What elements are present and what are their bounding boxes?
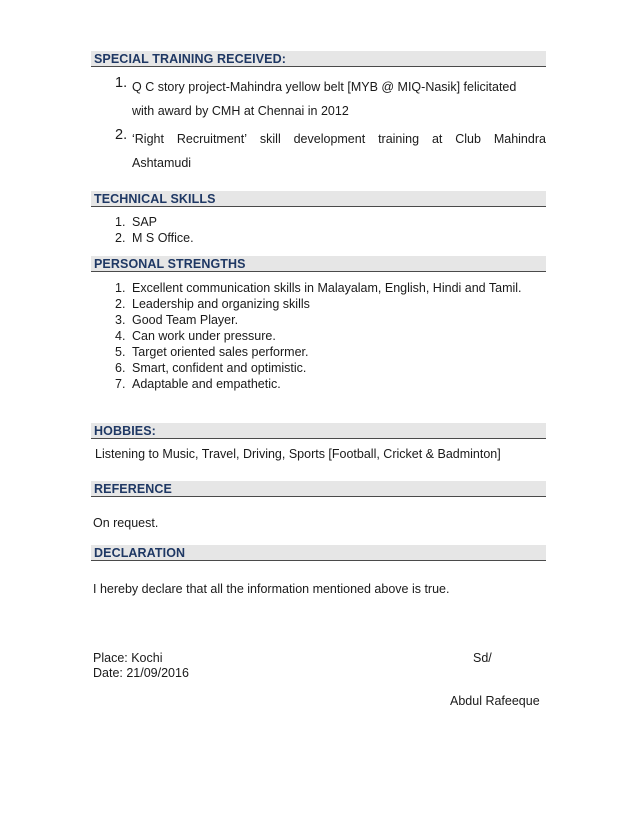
item-text: M S Office. xyxy=(132,231,194,245)
item-text-line: with award by CMH at Chennai in 2012 xyxy=(132,104,349,118)
hobbies-text: Listening to Music, Travel, Driving, Sports [Football, Cricket & Badminton] xyxy=(95,447,501,461)
item-number: 3. xyxy=(115,313,126,327)
item-text-line-justified xyxy=(132,127,546,151)
item-number: 2. xyxy=(115,297,126,311)
section-title: REFERENCE xyxy=(94,482,172,496)
date-text: Date: 21/09/2016 xyxy=(93,666,189,680)
signatory-name: Abdul Rafeeque xyxy=(450,694,540,708)
item-number: 2. xyxy=(115,231,126,245)
section-header-personal-strengths xyxy=(91,256,546,272)
item-number: 1. xyxy=(115,215,126,229)
justified-word: training xyxy=(378,132,420,146)
section-title: TECHNICAL SKILLS xyxy=(94,192,216,206)
justified-word: at xyxy=(431,132,443,146)
item-number: 1. xyxy=(115,75,128,91)
item-number: 5. xyxy=(115,345,126,359)
section-header-special-training xyxy=(91,51,546,67)
justified-word: Club xyxy=(455,132,481,146)
item-number: 1. xyxy=(115,281,126,295)
section-title: HOBBIES: xyxy=(94,424,156,438)
item-text: Excellent communication skills in Malayalam, English, Hindi and Tamil. xyxy=(132,281,522,295)
item-number: 6. xyxy=(115,361,126,375)
section-header-declaration xyxy=(91,545,546,561)
item-text: Good Team Player. xyxy=(132,313,239,327)
section-title: SPECIAL TRAINING RECEIVED: xyxy=(94,52,286,66)
item-number: 2. xyxy=(115,127,128,143)
item-text: Smart, confident and optimistic. xyxy=(132,361,307,375)
declaration-text: I hereby declare that all the information mentioned above is true. xyxy=(93,582,450,596)
item-text: Can work under pressure. xyxy=(132,329,276,343)
item-text: SAP xyxy=(132,215,158,229)
item-number: 7. xyxy=(115,377,126,391)
section-title: DECLARATION xyxy=(94,546,186,560)
item-text: Leadership and organizing skills xyxy=(132,297,310,311)
section-title: PERSONAL STRENGTHS xyxy=(94,257,246,271)
justified-word: Recruitment’ xyxy=(176,132,248,146)
item-text: Target oriented sales performer. xyxy=(132,345,309,359)
item-number: 4. xyxy=(115,329,126,343)
item-text: Adaptable and empathetic. xyxy=(132,377,281,391)
section-header-reference xyxy=(91,481,546,497)
item-text-line: Q C story project-Mahindra yellow belt [MYB @ MIQ-Nasik] felicitated xyxy=(132,80,517,94)
signature-mark: Sd/ xyxy=(473,651,492,665)
reference-text: On request. xyxy=(93,516,159,530)
place-text: Place: Kochi xyxy=(93,651,163,665)
justified-word: ‘Right xyxy=(132,132,164,146)
justified-word: Mahindra xyxy=(493,132,546,146)
justified-word: development xyxy=(293,132,366,146)
justified-word: skill xyxy=(259,132,281,146)
section-header-technical-skills xyxy=(91,191,546,207)
item-text-line: Ashtamudi xyxy=(132,156,192,170)
section-header-hobbies xyxy=(91,423,546,439)
